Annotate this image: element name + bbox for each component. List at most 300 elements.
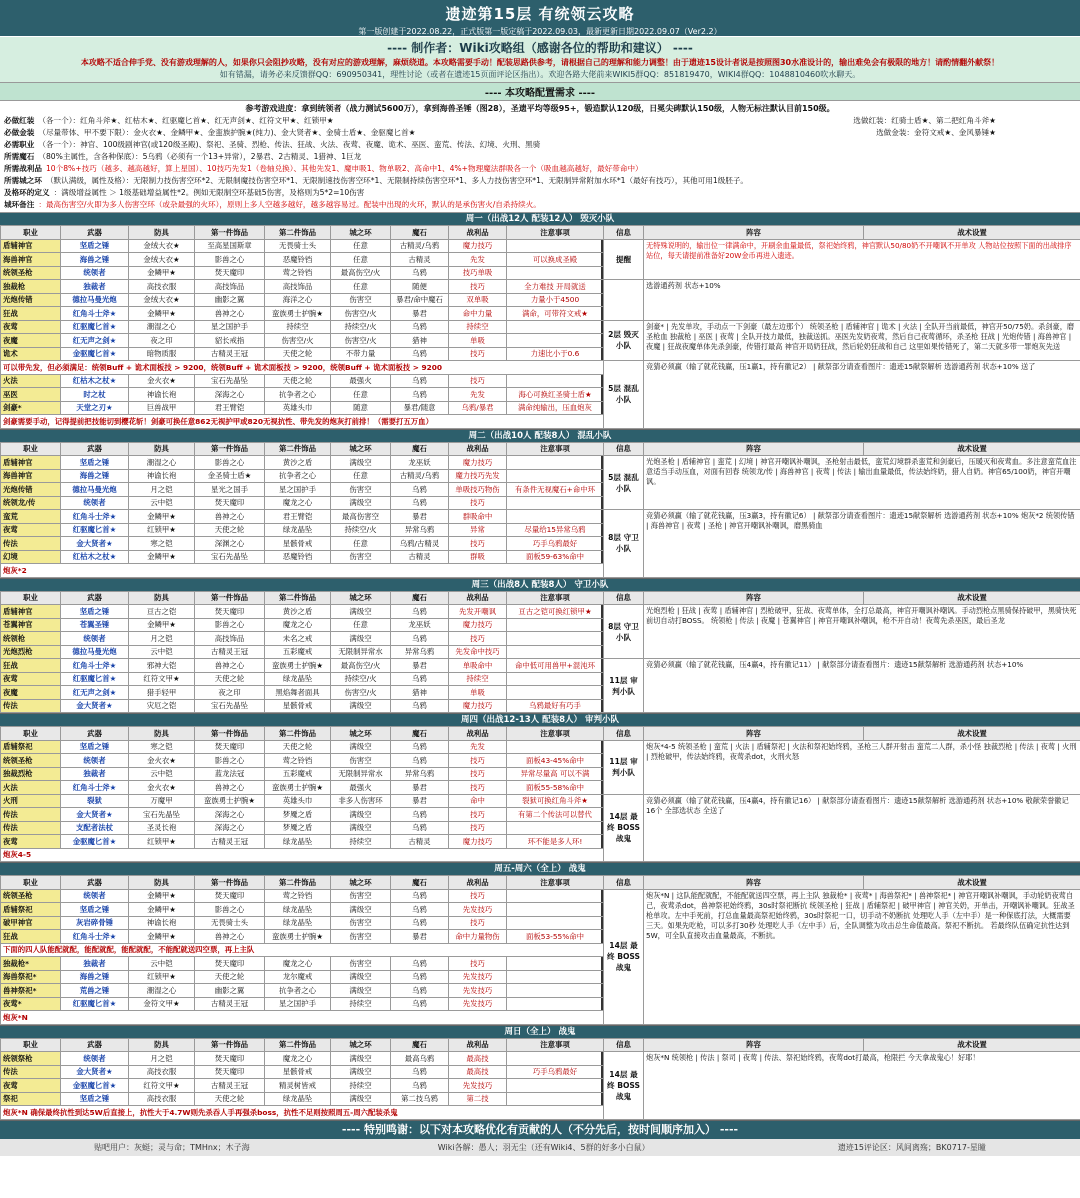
weapon-cell: 苍翼圣锤 (61, 618, 129, 632)
armor-cell: 云中铠 (129, 645, 195, 659)
note-cell (507, 997, 604, 1011)
accessory2-cell: 星之国护手 (265, 483, 331, 497)
table-row (1, 483, 604, 497)
loot-cell: 最高技 (449, 1065, 507, 1079)
config-key: 必需职业 (4, 140, 35, 149)
armor-cell: 金火衣★ (129, 781, 195, 795)
table-row (1, 645, 604, 659)
note-cell: 尽量给15异常乌鸦 (507, 523, 604, 537)
config-key: 必做红装 (4, 116, 35, 125)
config-line (4, 139, 1076, 151)
stone-cell: 乌鸦 (391, 699, 449, 713)
job-cell: 火刑 (1, 794, 61, 808)
column-header: 魔石 (391, 226, 449, 240)
job-cell: 传法 (1, 821, 61, 835)
note-cell (507, 821, 604, 835)
thanks-title: ---- 特别鸣谢：以下对本攻略优化有贡献的人（不分先后，按时间顺序加入） ---- (0, 1121, 1080, 1139)
accessory1-cell: 古精灵王冠 (195, 1079, 265, 1093)
note-cell: 裂狱可换红角斗斧★ (507, 794, 604, 808)
accessory1-cell: 天使之轮 (195, 523, 265, 537)
column-header: 职业 (1, 591, 61, 605)
job-cell: 剑豪* (1, 401, 61, 415)
job-cell: 夜魔 (1, 334, 61, 348)
ring-cell: 最高伤害空 (331, 510, 391, 524)
ring-cell: 伤害空/火 (331, 686, 391, 700)
accessory2-cell: 龙尔魔戒 (265, 970, 331, 984)
column-header: 第一件饰品 (195, 226, 265, 240)
note-cell (507, 320, 604, 334)
note-cell: 异常尽量高 可以不满 (507, 767, 604, 781)
ring-cell: 无限制异常水 (331, 767, 391, 781)
loot-cell: 先发 (449, 253, 507, 267)
job-cell: 盾辅神官 (1, 605, 61, 619)
weapon-cell: 红角斗士斧★ (61, 781, 129, 795)
weapon-cell: 海兽之锤 (61, 253, 129, 267)
note-cell (507, 672, 604, 686)
job-cell: 夜莺 (1, 672, 61, 686)
column-header: 阵容 (644, 442, 864, 456)
tactics-text: 竞猜必须赢（输了就花钱赢，压3赢3，持有徽记6） | 献祭部分请查看图片：遗迹15献祭解析 选游通药剂 状态+10% 炮灰*2 统领传错 | 海兽神官 | 夜莺 | 圣枪 | 神官开嘲讽补嘲讽，磨黑骑血 (644, 510, 1080, 578)
stage-label: 14层 最终 BOSS 战鬼 (604, 1052, 644, 1120)
loadout-table (0, 875, 603, 1025)
ring-cell: 满级空 (331, 984, 391, 998)
loot-cell: 先发技巧 (449, 984, 507, 998)
accessory2-cell: 抗争者之心 (265, 388, 331, 402)
accessory1-cell: 焚天魔印 (195, 889, 265, 903)
note-cell (507, 686, 604, 700)
job-cell: 巫医 (1, 388, 61, 402)
stone-cell: 乌鸦 (391, 740, 449, 754)
tactics-text: 竞猜必须赢（输了就花钱赢，压4赢4，持有徽记11） | 献祭部分请查看图片：遗迹15献祭解析 选游通药剂 状态+10% (644, 659, 1080, 713)
accessory1-cell: 无畏骑士头 (195, 916, 265, 930)
column-header: 第二件饰品 (265, 226, 331, 240)
table-row (1, 537, 604, 551)
note-cell: 满命纯输出，压血炮灰 (507, 401, 604, 415)
note-cell (507, 970, 604, 984)
weapon-cell: 统领者 (61, 889, 129, 903)
armor-cell: 高技衣服 (129, 1092, 195, 1106)
stone-cell: 乌鸦 (391, 916, 449, 930)
loot-cell: 魔力技巧 (449, 239, 507, 253)
loot-cell: 技巧 (449, 808, 507, 822)
page-title: 遗迹第15层 有统领云攻略 (445, 5, 635, 23)
column-header: 阵容 (644, 727, 864, 741)
loot-cell: 技巧单吸 (449, 266, 507, 280)
accessory2-cell: 抗争者之心 (265, 984, 331, 998)
stage-label: 11层 审判小队 (604, 740, 644, 794)
armor-cell: 金鳞甲★ (129, 930, 195, 944)
ring-cell: 随意 (331, 401, 391, 415)
reference-progress: 参考游戏进度：拿到统领者（战力测试5600万），拿到海兽圣锤（图28），圣遗平均等级95+，锻造默认120级，日冕尖碑默认150级，人物无标注默认目前150级。 (245, 104, 835, 113)
stage-label: 11层 审判小队 (604, 659, 644, 713)
armor-cell: 邪神大铠 (129, 659, 195, 673)
config-key: 所需魔石 (4, 152, 35, 161)
accessory2-cell: 魔龙之心 (265, 957, 331, 971)
note-cell (507, 469, 604, 483)
table-row (1, 415, 604, 429)
accessory2-cell: 天使之轮 (265, 740, 331, 754)
weapon-cell: 红角斗士斧★ (61, 510, 129, 524)
accessory1-cell: 深海之心 (195, 388, 265, 402)
loot-cell: 单吸 (449, 686, 507, 700)
note-cell (507, 889, 604, 903)
stage-label: 2层 毁灭小队 (604, 320, 644, 361)
table-row (1, 618, 604, 632)
accessory1-cell: 星光之国手 (195, 483, 265, 497)
note-cell (507, 266, 604, 280)
table-row (1, 930, 604, 944)
stone-cell: 乌鸦 (391, 984, 449, 998)
ring-cell: 满级空 (331, 1052, 391, 1066)
job-cell: 夜莺* (1, 997, 61, 1011)
accessory2-cell: 莺之铃铛 (265, 754, 331, 768)
stone-cell: 猎神 (391, 686, 449, 700)
loot-cell: 技巧 (449, 537, 507, 551)
accessory2-cell: 英雄头巾 (265, 401, 331, 415)
ring-cell: 伤害空/火 (331, 334, 391, 348)
column-header: 第一件饰品 (195, 442, 265, 456)
column-header: 第一件饰品 (195, 876, 265, 890)
job-cell: 传法 (1, 699, 61, 713)
row-note: 剑豪需要手动，记得提前把技能切到樱花斩！剑豪可换任意862无视护甲或820无视抗性、带先发的炮灰打前排！（需要打五万血） (1, 415, 604, 429)
day-section (0, 225, 1080, 430)
tactics-table (603, 1038, 1080, 1120)
ring-cell: 任意 (331, 469, 391, 483)
weapon-cell: 坚盾之锤 (61, 903, 129, 917)
accessory2-cell: 魔龙之心 (265, 496, 331, 510)
stone-cell: 猎神 (391, 334, 449, 348)
armor-cell: 寒之铠 (129, 537, 195, 551)
table-row (1, 957, 604, 971)
table-row (1, 1052, 604, 1066)
table-row (1, 496, 604, 510)
version-line: 第一版创建于2022.08.22，正式版第一版定稿于2022.09.03，最新更新日期2022.09.07（Ver2.2） (358, 27, 722, 36)
job-cell: 破甲神官 (1, 916, 61, 930)
table-row (1, 456, 604, 470)
job-cell: 海兽祭祀* (1, 970, 61, 984)
table-row (1, 740, 604, 754)
tactics-text: 炮灰*N 统领枪 | 传法 | 祭司 | 夜莺 | 传法、祭祀始终鸦，夜莺dot打最高，枪限拦 今天拿战鬼心！好耶！ (644, 1052, 1080, 1120)
armor-cell: 猎手轻甲 (129, 686, 195, 700)
config-value: （默认满级，属性及格）：无限制力技伤害空环*2、无限制魔技伤害空环*1、无限制速技伤害空环*1、无限制持续伤害空环*1、多人力技伤害空环*1、无限制异常附加水环*1（最好有技巧），其他可用1级胚子。 (45, 176, 749, 185)
day-title: 周四（出战12-13人 配装8人） 审判小队 (0, 714, 1080, 726)
job-cell: 海兽神官 (1, 469, 61, 483)
accessory2-cell: 五彩魔戒 (265, 767, 331, 781)
note-cell (507, 645, 604, 659)
loot-cell: 乌鸦/暴君 (449, 401, 507, 415)
weapon-cell: 金驱魔匕首★ (61, 347, 129, 361)
table-row (1, 1011, 604, 1025)
accessory1-cell: 焚天魔印 (195, 1052, 265, 1066)
stone-cell: 暴君 (391, 781, 449, 795)
note-cell: 巧手乌鸦最好 (507, 537, 604, 551)
day-title: 周三（出战8人 配装8人） 守卫小队 (0, 579, 1080, 591)
stone-cell: 龙巫妖 (391, 456, 449, 470)
note-cell: 面板55-58%命中 (507, 781, 604, 795)
accessory2-cell: 黄沙之盾 (265, 456, 331, 470)
stone-cell: 乌鸦 (391, 672, 449, 686)
accessory1-cell: 君王臂铠 (195, 401, 265, 415)
loot-cell: 第二技 (449, 1092, 507, 1106)
loot-cell: 技巧 (449, 496, 507, 510)
tactics-text: 光炮烈枪 | 狂战 | 夜莺 | 盾辅神官 | 烈枪破甲，狂战、夜莺单体，全打总最高，神官开嘲讽补嘲讽。手动烈枪点黑骑保持破甲，黑骑快死前切自动打BOSS。 统领枪 | 传法 | 夜魔 | 苍翼神官 | 神官开嘲讽补嘲讽，枪不开自动！夜莺先杀巫医，最后圣龙 (644, 605, 1080, 659)
accessory2-cell: 莺之铃铛 (265, 889, 331, 903)
armor-cell: 高技衣服 (129, 1065, 195, 1079)
weapon-cell: 金大贤者★ (61, 808, 129, 822)
accessory2-cell: 绿龙晶坠 (265, 835, 331, 849)
table-row (1, 523, 604, 537)
column-header: 战利品 (449, 1038, 507, 1052)
armor-cell: 神谕长袍 (129, 469, 195, 483)
stone-cell: 乌鸦 (391, 754, 449, 768)
job-cell: 统领枪 (1, 632, 61, 646)
job-cell: 狂战 (1, 659, 61, 673)
stone-cell: 乌鸦 (391, 1065, 449, 1079)
armor-cell: 金鳞甲★ (129, 618, 195, 632)
tactics-table (603, 875, 1080, 1025)
armor-cell: 红符文甲★ (129, 672, 195, 686)
table-row (1, 781, 604, 795)
accessory2-cell: 天使之轮 (265, 347, 331, 361)
tactics-text: 无特殊说明的，输出位一律满命中，开刷余血量最低，祭祀始终鸦，神官默认50/80奶不开嘲讽不开单攻 人物站位按照下面的出战排序站位，每天请提前准备好20W金币再进入遗迹。 (644, 239, 1080, 280)
tactics-text: 炮灰*N | 这队能配就配，不能配就送四空票，再上主队 独裁枪* | 夜莺* | 海兽祭祀* | 兽神祭祀* | 神官开嘲讽补嘲讽，手动轮奶夜莺自己，夜莺杀dot，兽神祭祀始终鸦，30s时祭祀断抗 统领圣枪 | 狂战 | 盾辅祭祀 | 破甲神官 | 神官关奶，开单击，开嘲讽补嘲讽。狂战圣枪单攻。左中手死前，打总血量最高祭祀始终鸦，30s时祭祀一口，切手动不奶断抗 处理吃人手（左中手）是一种保底打法，大概需要三天。如果先吃枪，可以多打30秒 处理吃人手（左中手）后，全队调整为攻击总生命值最高。祭祀不断抗。 若最终队伍确定抗性达到5W，可全队直接攻击血量最高，不断抗。 (644, 889, 1080, 1024)
armor-cell: 红锁甲★ (129, 970, 195, 984)
ring-cell: 任意 (331, 280, 391, 294)
config-optional: 选做金装：金符文戒★、金风暴锤★ (876, 128, 996, 137)
armor-cell: 红锁甲★ (129, 835, 195, 849)
loot-cell: 命中力量 (449, 307, 507, 321)
column-header: 注意事项 (507, 727, 604, 741)
table-row (1, 984, 604, 998)
row-note: 炮灰*2 (1, 564, 604, 578)
loot-cell: 群吸命中 (449, 510, 507, 524)
column-header: 信息 (604, 876, 644, 890)
stone-cell: 乌鸦 (391, 388, 449, 402)
table-row (1, 659, 604, 673)
table-row (1, 253, 604, 267)
armor-cell: 巨兽战甲 (129, 401, 195, 415)
accessory1-cell: 天使之轮 (195, 672, 265, 686)
column-header: 城之环 (331, 591, 391, 605)
loot-cell: 技巧 (449, 767, 507, 781)
weapon-cell: 红角斗士斧★ (61, 307, 129, 321)
weapon-cell: 坚盾之锤 (61, 605, 129, 619)
weapon-cell: 红驱魔匕首★ (61, 672, 129, 686)
column-header: 城之环 (331, 442, 391, 456)
weapon-cell: 独裁者 (61, 280, 129, 294)
tactics-table (603, 726, 1080, 862)
accessory1-cell: 古精灵王冠 (195, 997, 265, 1011)
column-header: 阵容 (644, 591, 864, 605)
accessory1-cell: 影兽之心 (195, 456, 265, 470)
weapon-cell: 统领者 (61, 754, 129, 768)
column-header: 武器 (61, 226, 129, 240)
loot-cell: 技巧 (449, 957, 507, 971)
weapon-cell: 裂狱 (61, 794, 129, 808)
column-header: 注意事项 (507, 442, 604, 456)
ring-cell: 满级空 (331, 456, 391, 470)
loot-cell: 魔力技巧 (449, 618, 507, 632)
column-header: 信息 (604, 442, 644, 456)
accessory1-cell: 幽影之翼 (195, 293, 265, 307)
column-header: 注意事项 (507, 876, 604, 890)
armor-cell: 圣灵长袍 (129, 821, 195, 835)
job-cell: 蛮荒 (1, 510, 61, 524)
tactics-text: 竞猜必须赢（输了就花钱赢，压4赢4，持有徽记16） | 献祭部分请查看图片：遗迹15献祭解析 选游通药剂 状态+10% 敬献荣誉徽记 16个 全部选状态 全送了 (644, 794, 1080, 862)
job-cell: 传法 (1, 808, 61, 822)
schedule (0, 213, 1080, 1121)
note-cell: 力量小于4500 (507, 293, 604, 307)
accessory2-cell: 持续空 (265, 320, 331, 334)
column-header: 城之环 (331, 727, 391, 741)
armor-cell: 高技衣服 (129, 280, 195, 294)
loot-cell: 先发命中技巧 (449, 645, 507, 659)
table-row (1, 699, 604, 713)
job-cell: 狂战 (1, 307, 61, 321)
ring-cell: 持续空/火 (331, 320, 391, 334)
ring-cell: 伤害空 (331, 889, 391, 903)
stone-cell: 乌鸦/古精灵 (391, 537, 449, 551)
table-row (1, 564, 604, 578)
weapon-cell: 坚盾之锤 (61, 456, 129, 470)
loot-cell: 先发 (449, 388, 507, 402)
note-cell: 面板43-45%命中 (507, 754, 604, 768)
stone-cell: 最高乌鸦 (391, 1052, 449, 1066)
column-header: 战术设置 (864, 442, 1080, 456)
accessory1-cell: 焚天魔印 (195, 1065, 265, 1079)
config-key: 城环备注 (4, 200, 35, 209)
accessory2-cell: 高技饰品 (265, 280, 331, 294)
armor-cell: 月之铠 (129, 632, 195, 646)
ring-cell: 满级空 (331, 903, 391, 917)
job-cell: 夜莺 (1, 1079, 61, 1093)
config-line (4, 151, 1076, 163)
note-cell (507, 456, 604, 470)
column-header: 魔石 (391, 442, 449, 456)
column-header: 信息 (604, 1038, 644, 1052)
ring-cell: 持续空 (331, 835, 391, 849)
tactics-text: 炮灰*4-5 统领圣枪 | 蛮荒 | 火法 | 盾辅祭祀 | 火法和祭祀始终鸦，圣枪三人群开射击 蛮荒二人群，杀小怪 独裁烈枪 | 传法 | 夜莺 | 火刑 | 烈枪破甲，传法始终鸦，夜莺杀dot，火刑火怒 (644, 740, 1080, 794)
loot-cell: 先发开嘲讽 (449, 605, 507, 619)
job-cell: 夜莺 (1, 523, 61, 537)
tactics-table (603, 225, 1080, 429)
table-row (1, 374, 604, 388)
config-value: ：最高伤害空/火即为多人伤害空环（或杂最强的火环），原则上多人空越多越好，越多越容易过。配装中出现的火环，默认的是承伤害火/自杀持续火。 (38, 200, 541, 209)
ring-cell: 持续空/火 (331, 523, 391, 537)
ring-cell: 最高伤空/火 (331, 266, 391, 280)
armor-cell: 金火衣★ (129, 754, 195, 768)
accessory1-cell: 高技饰品 (195, 280, 265, 294)
stone-cell: 古精灵 (391, 550, 449, 564)
ring-cell: 满级空 (331, 821, 391, 835)
accessory1-cell: 影兽之心 (195, 618, 265, 632)
table-row (1, 903, 604, 917)
job-cell: 独裁枪 (1, 280, 61, 294)
config-line (4, 175, 1076, 187)
ring-cell: 伤害空 (331, 930, 391, 944)
accessory2-cell: 海洋之心 (265, 293, 331, 307)
note-cell (507, 239, 604, 253)
maker-title: ---- 制作者：Wiki攻略组（感谢各位的帮助和建议） ---- (387, 41, 693, 55)
stone-cell: 暴君/随意 (391, 401, 449, 415)
armor-cell: 金鳞甲★ (129, 266, 195, 280)
weapon-cell: 坚盾之锤 (61, 740, 129, 754)
stone-cell: 暴君 (391, 307, 449, 321)
stage-label: 5层 混乱小队 (604, 456, 644, 510)
job-cell: 传法 (1, 1065, 61, 1079)
job-cell: 传法 (1, 537, 61, 551)
armor-cell: 金火衣★ (129, 374, 195, 388)
table-row (1, 293, 604, 307)
column-header: 武器 (61, 591, 129, 605)
accessory1-cell: 天使之轮 (195, 970, 265, 984)
column-header: 第二件饰品 (265, 442, 331, 456)
weapon-cell: 金驱魔匕首★ (61, 1079, 129, 1093)
armor-cell: 金鳞甲★ (129, 510, 195, 524)
note-cell: 命中低可用兽甲+混沌环 (507, 659, 604, 673)
stage-label: 8层 守卫小队 (604, 510, 644, 578)
accessory1-cell: 貂长戒指 (195, 334, 265, 348)
table-row (1, 916, 604, 930)
job-cell: 狂战 (1, 930, 61, 944)
accessory1-cell: 兽神之心 (195, 307, 265, 321)
note-cell (507, 903, 604, 917)
accessory2-cell: 绿龙晶坠 (265, 916, 331, 930)
thanks-wiki: Wiki各解：愚人；羽无尘（还有Wiki4、5群的好多小白鼠） (437, 1142, 650, 1152)
armor-cell: 金鳞甲★ (129, 889, 195, 903)
column-header: 城之环 (331, 226, 391, 240)
note-cell: 乌鸦最好有巧手 (507, 699, 604, 713)
stone-cell: 暴君 (391, 930, 449, 944)
config-title: ---- 本攻略配置需求 ---- (0, 82, 1080, 101)
config-line (4, 187, 1076, 199)
ring-cell: 满级空 (331, 970, 391, 984)
ring-cell: 非多人伤害环 (331, 794, 391, 808)
group-info: 如有错漏，请务必来反馈群QQ：690950341，理性讨论（或者在遗迹15页面评论区指出）。欢迎各路大佬前来WIKI5群QQ：851819470，WIKI4群QQ：1048810460吹水聊天。 (219, 70, 861, 79)
table-row (1, 794, 604, 808)
table-row (1, 320, 604, 334)
column-header: 第二件饰品 (265, 727, 331, 741)
column-header: 第一件饰品 (195, 1038, 265, 1052)
note-cell (507, 957, 604, 971)
stone-cell: 龙巫妖 (391, 618, 449, 632)
job-cell: 统领圣枪 (1, 754, 61, 768)
stone-cell: 古精灵 (391, 835, 449, 849)
table-row (1, 1106, 604, 1120)
job-cell: 诡术 (1, 347, 61, 361)
accessory1-cell: 宝石先晶坠 (195, 699, 265, 713)
stone-cell: 乌鸦 (391, 997, 449, 1011)
accessory1-cell: 宝石先晶坠 (195, 550, 265, 564)
ring-cell: 最高伤空/火 (331, 659, 391, 673)
accessory2-cell: 黄沙之盾 (265, 605, 331, 619)
ring-cell: 满级空 (331, 1065, 391, 1079)
accessory2-cell: 绿龙晶坠 (265, 1092, 331, 1106)
accessory1-cell: 影兽之心 (195, 253, 265, 267)
config-key: 必做金装 (4, 128, 35, 137)
note-cell (507, 916, 604, 930)
accessory1-cell: 焚天魔印 (195, 957, 265, 971)
day-title: 周五-周六（全上） 战鬼 (0, 863, 1080, 875)
tactics-text: 竞猜必须赢（输了就花钱赢，压1赢1，持有徽记2） | 献祭部分请查看图片：遗迹15献祭解析 选游通药剂 状态+10% 送了 (644, 361, 1080, 429)
tactics-text: 剑豪* | 先发单攻，手动点一下剑豪（最左边那个） 统领圣枪 | 盾辅神官 | 诡术 | 火法 | 全队开当前最低，神官开50/75奶。杀剑豪，磨圣枪血 独裁枪 | 巫医 | 夜莺 | 全队开技力最低，独裁送抓。巫医先发奶夜莺，然后自己夜莺循环，杀圣枪 狂战 | 光炮传错 | 海兽神官 | 夜魔 | 狂战夜魔单体先杀剑豪，传错打最高 神官开局奶狂战，然后轮奶狂战和自己 这里如果传错死了，第二天就多带一罪炮灰先送 (644, 320, 1080, 361)
stone-cell: 暴君 (391, 794, 449, 808)
loot-cell: 最高技 (449, 1052, 507, 1066)
note-cell (507, 334, 604, 348)
armor-cell: 亘古之铠 (129, 605, 195, 619)
armor-cell: 金绒大衣★ (129, 253, 195, 267)
row-note: 可以带先发，但必须满足：统领Buff + 诡术面板技 > 9200，统领Buff + 诡术面板技 > 9200，统领Buff + 诡术面板技 > 9200 (1, 361, 604, 375)
